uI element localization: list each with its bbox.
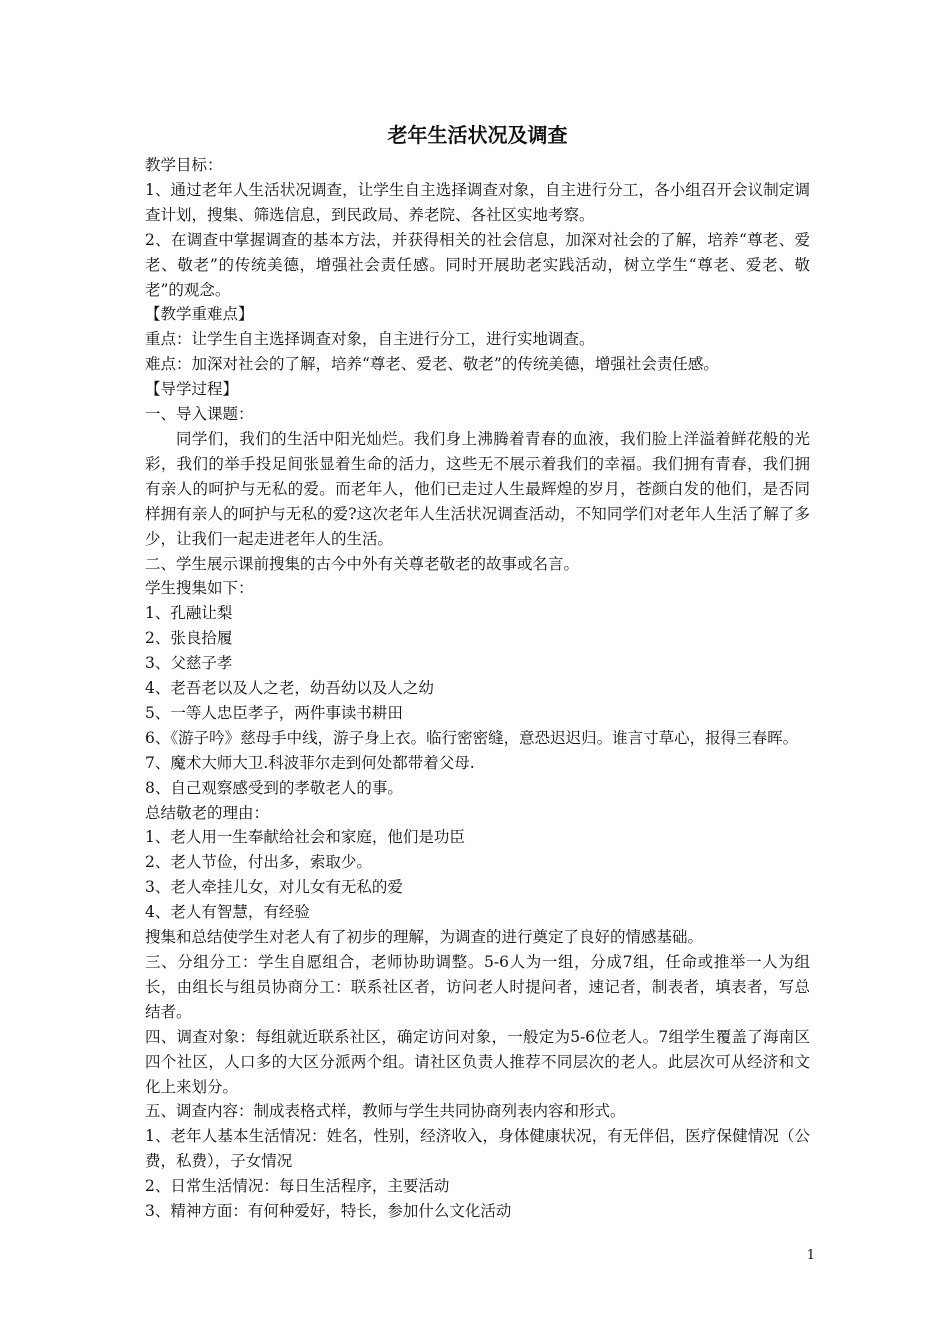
section-4-targets: 四、调查对象：每组就近联系社区，确定访问对象，一般定为5-6位老人。7组学生覆盖了海南区四个社区，人口多的大区分派两个组。请社区负责人推荐不同层次的老人。此层次可从经济和文化上来划分。	[145, 1027, 810, 1096]
reason-item-2: 2、老人节俭，付出多，索取少。	[145, 853, 372, 872]
story-item-8: 8、自己观察感受到的孝敬老人的事。	[145, 778, 403, 797]
story-item-5: 5、一等人忠臣孝子，两件事读书耕田	[145, 703, 403, 722]
story-item-2: 2、张良拾履	[145, 629, 233, 648]
section-2-heading: 二、学生展示课前搜集的古今中外有关尊老敬老的故事或名言。	[145, 554, 580, 573]
story-item-1: 1、孔融让梨	[145, 604, 233, 623]
process-heading: 【导学过程】	[145, 380, 239, 399]
reason-item-1: 1、老人用一生奉献给社会和家庭，他们是功臣	[145, 828, 465, 847]
intro-paragraph: 同学们，我们的生活中阳光灿烂。我们身上沸腾着青春的血液，我们脸上洋溢着鲜花般的光彩，我们的举手投足间张显着生命的活力，这些无不展示着我们的幸福。我们拥有青春，我们拥有亲人的呵护与无私的爱。而老年人，他们已走过人生最辉煌的岁月，苍颜白发的他们，是否同样拥有亲人的呵护与无私的爱?这次老年人生活状况调查活动，不知同学们对老年人生活了解了多少，让我们一起走进老年人的生活。	[145, 429, 810, 548]
content-item-3: 3、精神方面：有何种爱好，特长，参加什么文化活动	[145, 1202, 512, 1221]
objectives-heading: 教学目标：	[145, 156, 223, 174]
section-3-grouping: 三、分组分工：学生自愿组合，老师协助调整。5-6人为一组，分成7组，任命或推举一人为组长，由组长与组员协商分工：联系社区者，访问老人时提问者，速记者，制表者，填表者，写总结者。	[145, 953, 810, 1021]
story-item-6: 6、《游子吟》慈母手中线，游子身上衣。临行密密缝，意恐迟迟归。谁言寸草心，报得三春晖。	[145, 728, 799, 747]
document-body	[145, 120, 810, 1224]
key-difficulties-heading: 【教学重难点】	[145, 305, 254, 324]
page-number: 1	[806, 1248, 815, 1263]
collected-heading: 学生搜集如下：	[145, 579, 254, 598]
document-title: 老年生活状况及调查	[387, 123, 568, 147]
objective-1: 1、通过老年人生活状况调查，让学生自主选择调查对象，自主进行分工，各小组召开会议制定调查计划，搜集、筛选信息，到民政局、养老院、各社区实地考察。	[145, 180, 810, 224]
summary-paragraph: 搜集和总结使学生对老人有了初步的理解，为调查的进行奠定了良好的情感基础。	[145, 928, 704, 947]
objective-2: 2、在调查中掌握调查的基本方法，并获得相关的社会信息，加深对社会的了解，培养“尊老、爱老、敬老”的传统美德，增强社会责任感。同时开展助老实践活动，树立学生“尊老、爱老、敬老”的观念。	[145, 230, 810, 299]
section-5-content: 五、调查内容：制成表格式样，教师与学生共同协商列表内容和形式。	[145, 1102, 626, 1121]
content-item-1: 1、老年人基本生活情况：姓名，性别，经济收入，身体健康状况，有无伴侣，医疗保健情况（公费，私费），子女情况	[145, 1127, 810, 1171]
story-item-3: 3、父慈子孝	[145, 654, 233, 673]
reason-item-4: 4、老人有智慧，有经验	[145, 903, 310, 922]
difficult-point: 难点：加深对社会的了解，培养“尊老、爱老、敬老”的传统美德，增强社会责任感。	[145, 355, 719, 374]
story-item-7: 7、魔术大师大卫.科波菲尔走到何处都带着父母.	[145, 753, 475, 772]
story-item-4: 4、老吾老以及人之老，幼吾幼以及人之幼	[145, 679, 434, 698]
reason-item-3: 3、老人牵挂儿女，对儿女有无私的爱	[145, 878, 403, 897]
reasons-heading: 总结敬老的理由：	[145, 803, 270, 822]
content-item-2: 2、日常生活情况：每日生活程序，主要活动	[145, 1177, 450, 1196]
key-point: 重点：让学生自主选择调查对象，自主进行分工，进行实地调查。	[145, 330, 595, 349]
section-1-heading: 一、导入课题：	[145, 405, 254, 424]
